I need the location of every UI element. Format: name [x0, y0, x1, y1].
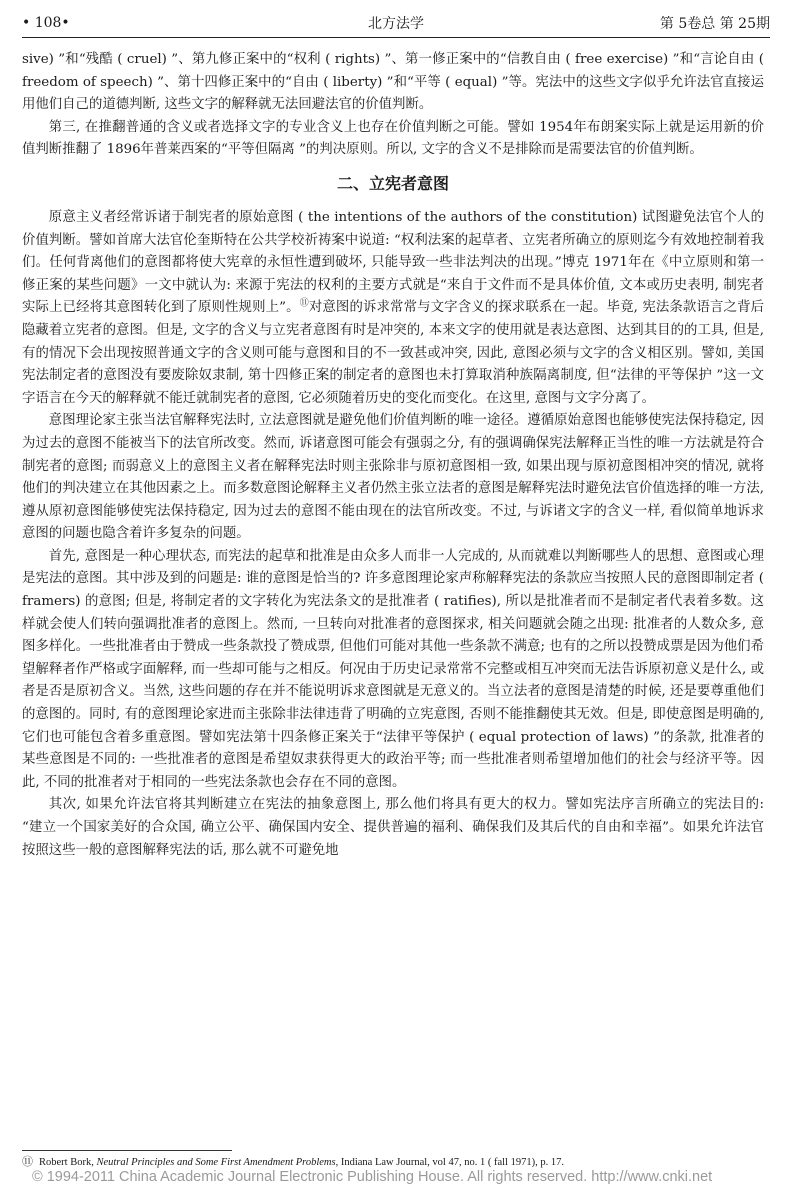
- header-rule: [22, 37, 770, 38]
- paragraph-text: 对意图的诉求常常与文字含义的探求联系在一起。毕竟, 宪法条款语言之背后隐藏着立宪者的意图。但是, 文字的含义与立宪者意图有时是冲突的, 本来文字的使用就是表达意图、达到其目的的工具, 但是, 有的情况下会出现按照普通文字的含义则可能与意图和目的不一致甚或冲突, 因此, 意图必须与文字的含义相区别。譬如, 美国宪法制定者的意图没有要废除奴隶制, 第十四修正案的制定者的意图也未打算取消种族隔离制度, 但“法律的平等保护 ”这一文字语言在今天的解释就不能迁就制宪者的意图, 它必须随着历史的变化而变化。在这里, 意图与文字分离了。: [22, 300, 764, 406]
- paragraph: [22, 207, 764, 410]
- paragraph: 第三, 在推翻普通的含义或者选择文字的专业含义上也存在价值判断之可能。譬如 1954年布朗案实际上就是运用新的价值判断推翻了 1896年普莱西案的“平等但隔离 ”的判决原则。所以, 文字的含义不是排除而是需要法官的价值判断。: [22, 119, 764, 158]
- paragraph-text: 原意主义者经常诉诸于制宪者的原始意图 ( the intentions of the authors of the constitution) 试图避免法官个人的价值判断。譬如首席大法官伦奎斯特在公共学校祈祷案中说道: “权利法案的起草者、立宪者所确立的原则迄今有效地控制着我们。任何背离他们的意图都将使大宪章的永恒性遭到破坏, 只能导致一些非法判决的出现。”博克 1971年在《中立原则和第一修正案的某些问题》一文中就认为: 来源于宪法的权利的主要方式就是“来自于文件而不是具体价值, 文本或历史表明, 制宪者实际上已经将其意图转化到了原则性规则上”。: [22, 209, 764, 316]
- copyright-watermark: © 1994-2011 China Academic Journal Electronic Publishing House. All rights reserved. http://www.cnki.net: [32, 1169, 713, 1185]
- article-body: [22, 49, 764, 862]
- footnote-title: Neutral Principles and Some First Amendment Problems: [96, 1157, 336, 1168]
- page-number: • 108•: [22, 15, 70, 31]
- footnote-rule: [22, 1150, 232, 1151]
- paragraph: 首先, 意图是一种心理状态, 而宪法的起草和批准是由众多人而非一人完成的, 从而就难以判断哪些人的思想、意图或心理是宪法的意图。其中涉及到的问题是: 谁的意图是恰当的? 许多意图理论家声称解释宪法的条款应当按照人民的意图即制定者 ( framers) 的意图; 但是, 将制定者的文字转化为宪法条文的是批准者 ( ratifies), 所以是批准者而不是制定者代表着多数。这样就会使人们转向强调批准者的意图上。然而, 一旦转向对批准者的意图探求, 相关问题就会随之出现: 批准者的人数众多, 意图多样化。一些批准者由于赞成一些条款投了赞成票, 但他们可能对其他一些条款不满意; 也有的之所以投赞成票是因为他们希望解释者作严格或字面解释, 而一些却可能与之相反。何况由于历史记录常常不完整或相互冲突而无法告诉原初意义是什么, 或者是否是原初含义。当然, 这些问题的存在并不能说明诉求意图就是无意义的。当立法者的意图是清楚的时候, 还是要尊重他们的意图的。同时, 有的意图理论家进而主张除非法律违背了明确的立宪意图, 否则不能推翻使其无效。但是, 即使意图是明确的, 它们也可能包含着多重意图。譬如宪法第十四条修正案关于“法律平等保护 ( equal protection of laws) ”的条款, 批准者的某些意图是不同的: 一些批准者的意图是希望奴隶获得更大的政治平等; 而一些批准者则希望增加他们的社会与经济平等。因此, 不同的批准者对于相同的一些宪法条款也会存在不同的意图。: [22, 548, 764, 790]
- footnote-author: Robert Bork: [39, 1157, 92, 1168]
- journal-title: 北方法学: [368, 16, 424, 32]
- paragraph-continued: sive) ”和“残酷 ( cruel) ”、第九修正案中的“权利 ( rights) ”、第一修正案中的“信教自由 ( free exercise) ”和“言论自由 ( freedom of speech) ”、第十四修正案中的“自由 ( liberty) ”和“平等 ( equal) ”等。宪法中的这些文字似乎允许法官直接运用他们自己的道德判断, 这些文字的解释就无法回避法官的价值判断。: [22, 52, 764, 113]
- section-heading: 二、立宪者意图: [336, 173, 449, 193]
- footnote-mark: ⑪: [22, 1156, 33, 1168]
- paragraph: 其次, 如果允许法官将其判断建立在宪法的抽象意图上, 那么他们将具有更大的权力。譬如宪法序言所确立的宪法目的: “建立一个国家美好的合众国, 确立公平、确保国内安全、提供普遍的福利、确保我们及其后代的自由和幸福”。如果允许法官按照这些一般的意图解释宪法的话, 那么就不可避免地: [22, 797, 764, 858]
- running-header: [22, 12, 770, 34]
- volume-issue: 第 5卷总 第 25期: [659, 16, 770, 32]
- footnote: ⑪ Robert Bork, Neutral Principles and Some First Amendment Problems, Indiana Law Journal, vol 47, no. 1 ( fall 1971), p. 17.: [22, 1156, 564, 1168]
- footnote-reference[interactable]: ⑪: [299, 298, 309, 309]
- footnote-source: , Indiana Law Journal, vol 47, no. 1 ( fall 1971), p. 17.: [335, 1157, 564, 1168]
- paragraph: 意图理论家主张当法官解释宪法时, 立法意图就是避免他们价值判断的唯一途径。遵循原始意图也能够使宪法保持稳定, 因为过去的意图不能被当下的法官所改变。然而, 诉诸意图可能会有强弱之分, 有的强调确保宪法解释正当性的唯一方法就是符合制宪者的意图; 而弱意义上的意图主义者在解释宪法时则主张除非与原初意图相一致, 如果出现与原初意图相冲突的情况, 就将他们的判决建立在其他因素之上。而多数意图论解释主义者仍然主张立法者的意图是解释宪法时避免法官价值选择的唯一方法, 遵从原初意图能够使宪法保持稳定, 因为过去的意图不能由现在的法官所改变。不过, 与诉诸文字的含义一样, 看似简单地诉求意图的问题也隐含着许多复杂的问题。: [22, 413, 764, 542]
